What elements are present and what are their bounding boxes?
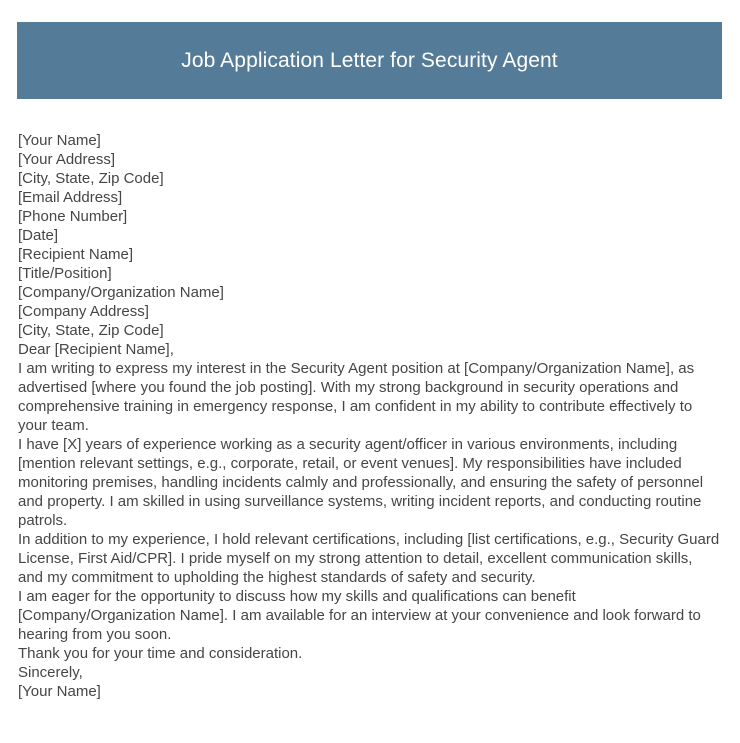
page-title: Job Application Letter for Security Agent bbox=[181, 48, 558, 72]
thank-you-line: Thank you for your time and consideration. bbox=[18, 645, 303, 662]
recipient-address-block bbox=[18, 245, 721, 340]
body-paragraph-2: I have [X] years of experience working as a security agent/officer in various environments, including [mention relevant settings, e.g., corporate, retail, or event venues]. My responsibilities have included monitoring premises, handling incidents calmly and professionally, and ensuring the safety of personnel and property. I am skilled in using surveillance systems, writing incident reports, and conducting routine patrols. bbox=[18, 436, 704, 529]
body-paragraph-4: I am eager for the opportunity to discuss how my skills and qualifications can benefit [Company/Organization Name]. I am available for an interview at your convenience and look forward to hearing from you soon. bbox=[18, 588, 701, 643]
closing-line: Sincerely, bbox=[18, 664, 83, 681]
sender-address-block bbox=[18, 131, 721, 226]
letter-content bbox=[18, 131, 721, 701]
recipient-company-address-line: [Company Address] bbox=[18, 303, 149, 320]
recipient-city-state-zip-line: [City, State, Zip Code] bbox=[18, 322, 164, 339]
salutation: Dear [Recipient Name], bbox=[18, 341, 174, 358]
sender-phone-line: [Phone Number] bbox=[18, 208, 128, 225]
recipient-title-line: [Title/Position] bbox=[18, 265, 112, 282]
date-line: [Date] bbox=[18, 227, 59, 244]
header-banner bbox=[17, 22, 722, 99]
sender-name-line: [Your Name] bbox=[18, 132, 101, 149]
sender-address-line: [Your Address] bbox=[18, 151, 116, 168]
sender-city-state-zip-line: [City, State, Zip Code] bbox=[18, 170, 164, 187]
body-paragraph-1: I am writing to express my interest in the Security Agent position at [Company/Organization Name], as advertised [where you found the job posting]. With my strong background in security operations and comprehensive training in emergency response, I am confident in my ability to contribute effectively to your team. bbox=[18, 360, 695, 434]
body-paragraph-3: In addition to my experience, I hold relevant certifications, including [list certifications, e.g., Security Guard License, First Aid/CPR]. I pride myself on my strong attention to detail, excellent communication skills, and my commitment to upholding the highest standards of safety and security. bbox=[18, 531, 720, 586]
recipient-name-line: [Recipient Name] bbox=[18, 246, 134, 263]
signature-line: [Your Name] bbox=[18, 683, 101, 700]
sender-email-line: [Email Address] bbox=[18, 189, 123, 206]
recipient-company-line: [Company/Organization Name] bbox=[18, 284, 224, 301]
